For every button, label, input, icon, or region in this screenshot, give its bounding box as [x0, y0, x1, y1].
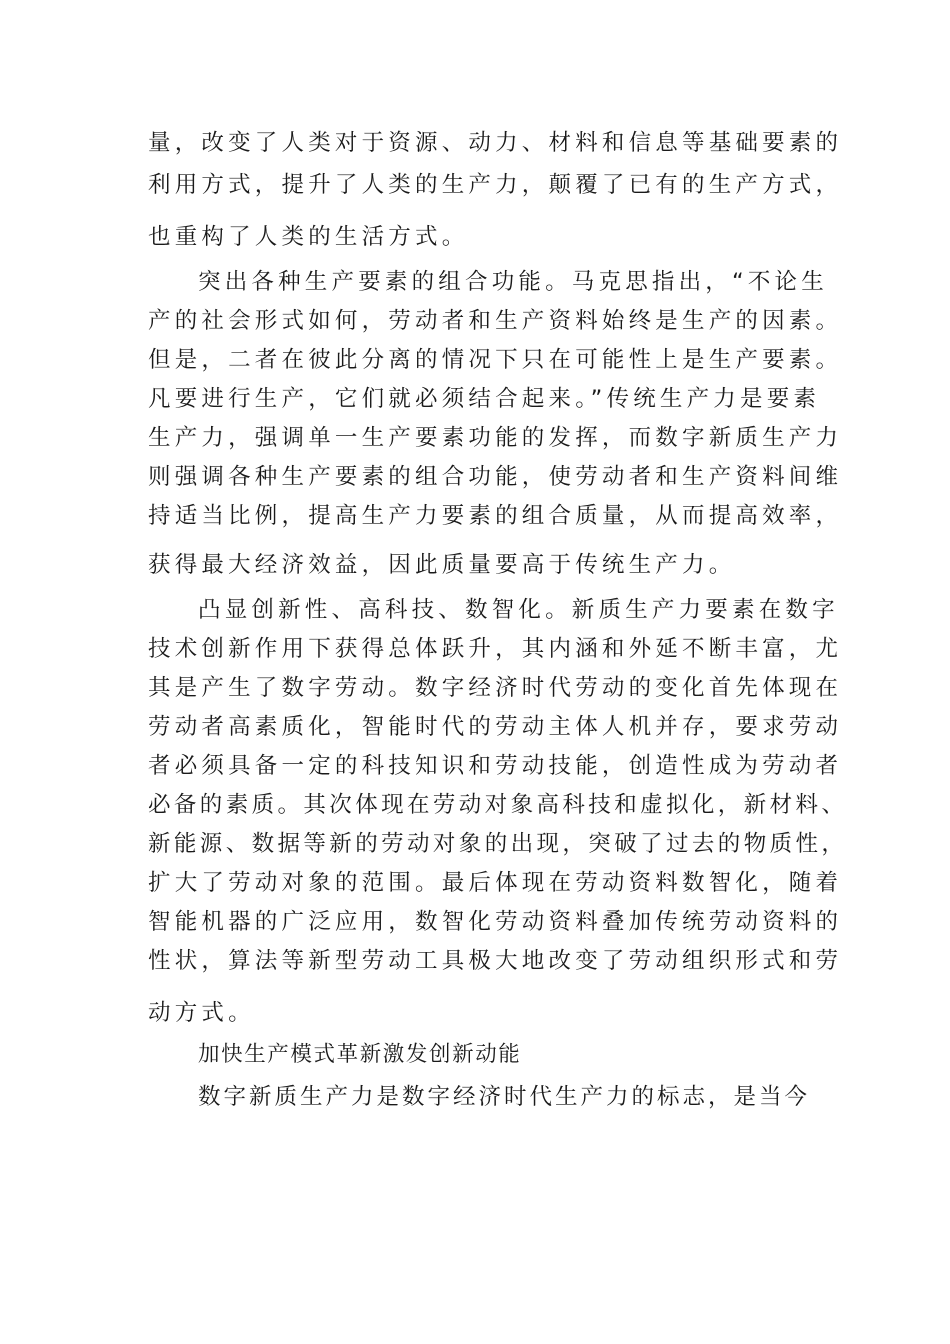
text-line: 性状，算法等新型劳动工具极大地改变了劳动组织形式和劳: [148, 948, 843, 974]
text-line: 新能源、数据等新的劳动对象的出现，突破了过去的物质性，: [148, 831, 848, 857]
text-line: 动方式。: [148, 1000, 255, 1026]
text-line: 利用方式，提升了人类的生产力，颠覆了已有的生产方式，: [148, 172, 843, 198]
text-line: 持适当比例，提高生产力要素的组合质量，从而提高效率，: [148, 503, 843, 529]
text-line: 者必须具备一定的科技知识和劳动技能，创造性成为劳动者: [148, 753, 843, 779]
text-line: 技术创新作用下获得总体跃升，其内涵和外延不断丰富，尤: [148, 636, 843, 662]
paragraph-start-line: 突出各种生产要素的组合功能。马克思指出，“不论生: [198, 269, 828, 295]
text-line: 也重构了人类的生活方式。: [148, 224, 469, 250]
text-line: 智能机器的广泛应用，数智化劳动资料叠加传统劳动资料的: [148, 909, 843, 935]
text-line: 量，改变了人类对于资源、动力、材料和信息等基础要素的: [148, 130, 843, 156]
text-line: 劳动者高素质化，智能时代的劳动主体人机并存，要求劳动: [148, 714, 843, 740]
text-line: 但是，二者在彼此分离的情况下只在可能性上是生产要素。: [148, 347, 843, 373]
text-line: 必备的素质。其次体现在劳动对象高科技和虚拟化，新材料、: [148, 792, 848, 818]
text-line: 凡要进行生产，它们就必须结合起来。”传统生产力是要素: [148, 386, 821, 412]
text-line: 其是产生了数字劳动。数字经济时代劳动的变化首先体现在: [148, 675, 843, 701]
text-line: 产的社会形式如何，劳动者和生产资料始终是生产的因素。: [148, 308, 843, 334]
text-line: 扩大了劳动对象的范围。最后体现在劳动资料数智化，随着: [148, 870, 843, 896]
paragraph-start-line: 凸显创新性、高科技、数智化。新质生产力要素在数字: [198, 597, 839, 623]
paragraph-start-line: 数字新质生产力是数字经济时代生产力的标志，是当今: [198, 1084, 811, 1110]
text-line: 生产力，强调单一生产要素功能的发挥，而数字新质生产力: [148, 425, 843, 451]
section-heading: 加快生产模式革新激发创新动能: [198, 1042, 522, 1067]
text-line: 则强调各种生产要素的组合功能，使劳动者和生产资料间维: [148, 464, 843, 490]
text-line: 获得最大经济效益，因此质量要高于传统生产力。: [148, 552, 736, 578]
